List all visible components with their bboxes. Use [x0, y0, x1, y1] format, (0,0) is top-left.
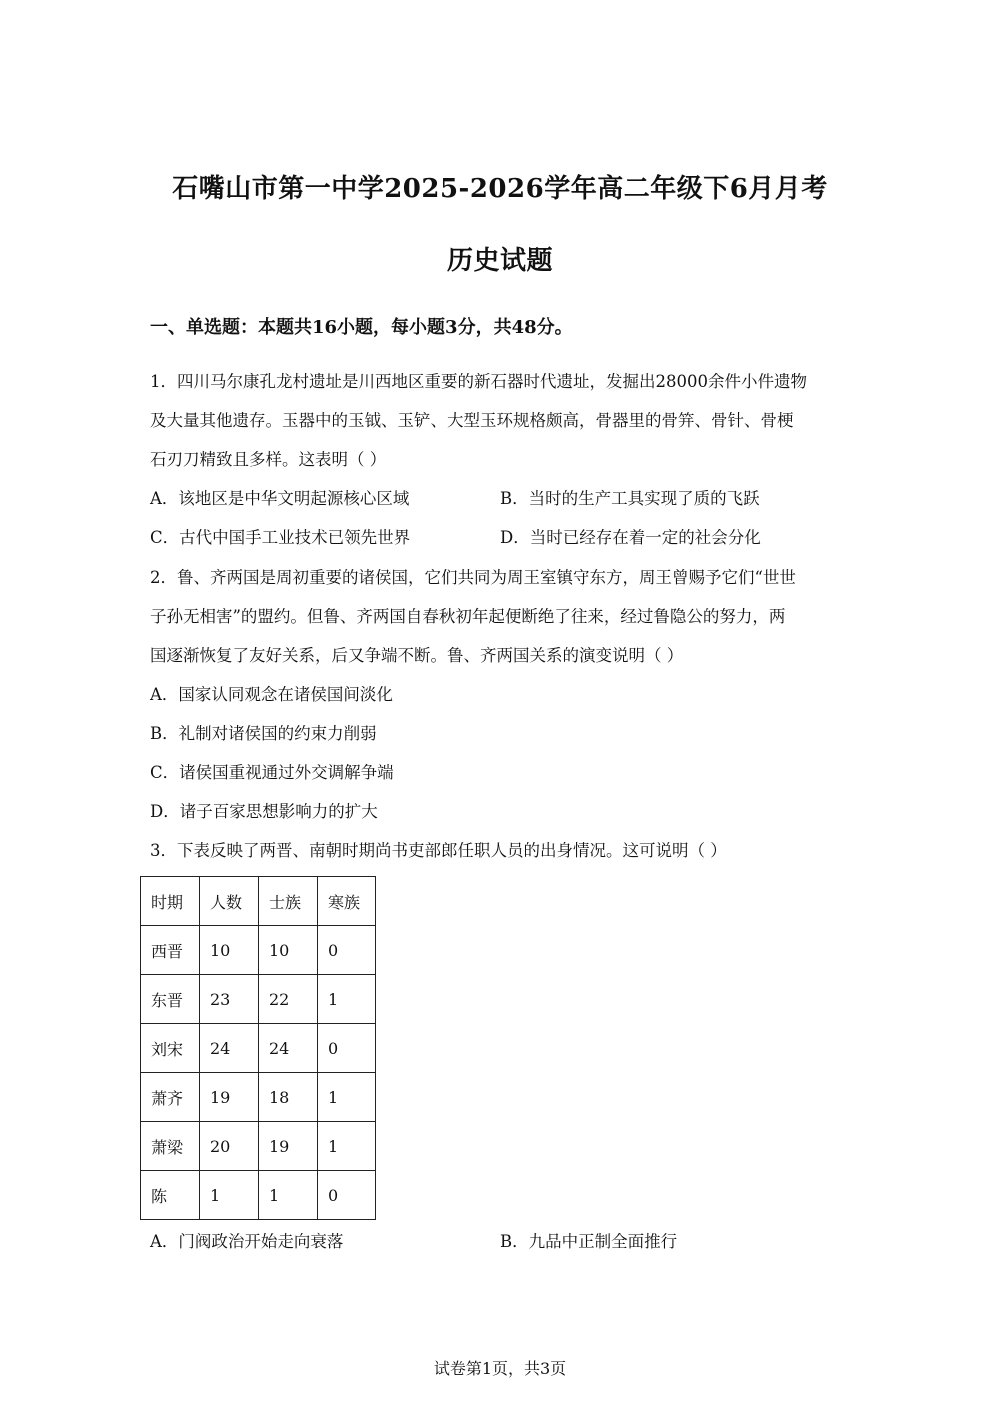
exam-subject-title: 历史试题 — [446, 246, 553, 276]
table-cell: 东晋 — [141, 975, 200, 1024]
table-cell: 0 — [318, 1024, 376, 1073]
q2-stem-line2: 子孙无相害”的盟约。但鲁、齐两国自春秋初年起便断绝了往来，经过鲁隐公的努力，两 — [150, 607, 786, 626]
q2-option-a[interactable]: A．国家认同观念在诸侯国间淡化 — [150, 685, 393, 704]
table-row — [141, 1073, 376, 1122]
q1-stem-line2: 及大量其他遗存。玉器中的玉钺、玉铲、大型玉环规格颇高，骨器里的骨笄、骨针、骨梗 — [150, 411, 794, 430]
q3-table — [140, 876, 376, 1220]
q2-option-d[interactable]: D．诸子百家思想影响力的扩大 — [150, 802, 378, 821]
table-cell: 18 — [259, 1073, 318, 1122]
table-row — [141, 975, 376, 1024]
q3-option-b[interactable]: B．九品中正制全面推行 — [500, 1232, 678, 1251]
table-cell: 1 — [259, 1171, 318, 1220]
exam-title: 石嘴山市第一中学2025-2026学年高二年级下6月月考 — [172, 174, 828, 204]
table-cell: 24 — [259, 1024, 318, 1073]
table-cell: 19 — [259, 1122, 318, 1171]
q2-option-c[interactable]: C．诸侯国重视通过外交调解争端 — [150, 763, 394, 782]
q2-option-b[interactable]: B．礼制对诸侯国的约束力削弱 — [150, 724, 377, 743]
table-header-cell: 时期 — [141, 877, 200, 926]
table-cell: 1 — [318, 1073, 376, 1122]
q1-stem-line3: 石刃刀精致且多样。这表明（ ） — [150, 450, 387, 469]
q1-stem-line1: 1．四川马尔康孔龙村遗址是川西地区重要的新石器时代遗址，发掘出28000余件小件遗物 — [150, 372, 807, 391]
table-row — [141, 926, 376, 975]
table-header-row — [141, 877, 376, 926]
table-cell: 20 — [200, 1122, 259, 1171]
page-footer: 试卷第1页，共3页 — [433, 1359, 567, 1378]
section-heading: 一、单选题：本题共16小题，每小题3分，共48分。 — [150, 317, 573, 338]
table-row — [141, 1122, 376, 1171]
table-row — [141, 1171, 376, 1220]
table-row — [141, 1024, 376, 1073]
table-cell: 0 — [318, 1171, 376, 1220]
table-cell: 萧齐 — [141, 1073, 200, 1122]
table-header-cell: 寒族 — [318, 877, 376, 926]
q2-stem-line1: 2．鲁、齐两国是周初重要的诸侯国，它们共同为周王室镇守东方，周王曾赐予它们“世世 — [150, 568, 796, 587]
table-cell: 西晋 — [141, 926, 200, 975]
table-header-cell: 人数 — [200, 877, 259, 926]
table-cell: 1 — [200, 1171, 259, 1220]
table-cell: 19 — [200, 1073, 259, 1122]
q2-stem-line3: 国逐渐恢复了友好关系，后又争端不断。鲁、齐两国关系的演变说明（ ） — [150, 646, 684, 665]
table-cell: 刘宋 — [141, 1024, 200, 1073]
q1-option-c[interactable]: C．古代中国手工业技术已领先世界 — [150, 528, 411, 547]
table-header-cell: 士族 — [259, 877, 318, 926]
table-cell: 陈 — [141, 1171, 200, 1220]
table-cell: 0 — [318, 926, 376, 975]
table-cell: 1 — [318, 975, 376, 1024]
q1-option-a[interactable]: A．该地区是中华文明起源核心区域 — [150, 489, 410, 508]
table-cell: 23 — [200, 975, 259, 1024]
table-cell: 24 — [200, 1024, 259, 1073]
table-cell: 萧梁 — [141, 1122, 200, 1171]
q3-stem-line1: 3．下表反映了两晋、南朝时期尚书吏部郎任职人员的出身情况。这可说明（ ） — [150, 841, 727, 860]
table-cell: 1 — [318, 1122, 376, 1171]
table-cell: 10 — [259, 926, 318, 975]
q1-option-d[interactable]: D．当时已经存在着一定的社会分化 — [500, 528, 761, 547]
table-cell: 22 — [259, 975, 318, 1024]
table-cell: 10 — [200, 926, 259, 975]
q1-option-b[interactable]: B．当时的生产工具实现了质的飞跃 — [500, 489, 760, 508]
q3-option-a[interactable]: A．门阀政治开始走向衰落 — [150, 1232, 344, 1251]
